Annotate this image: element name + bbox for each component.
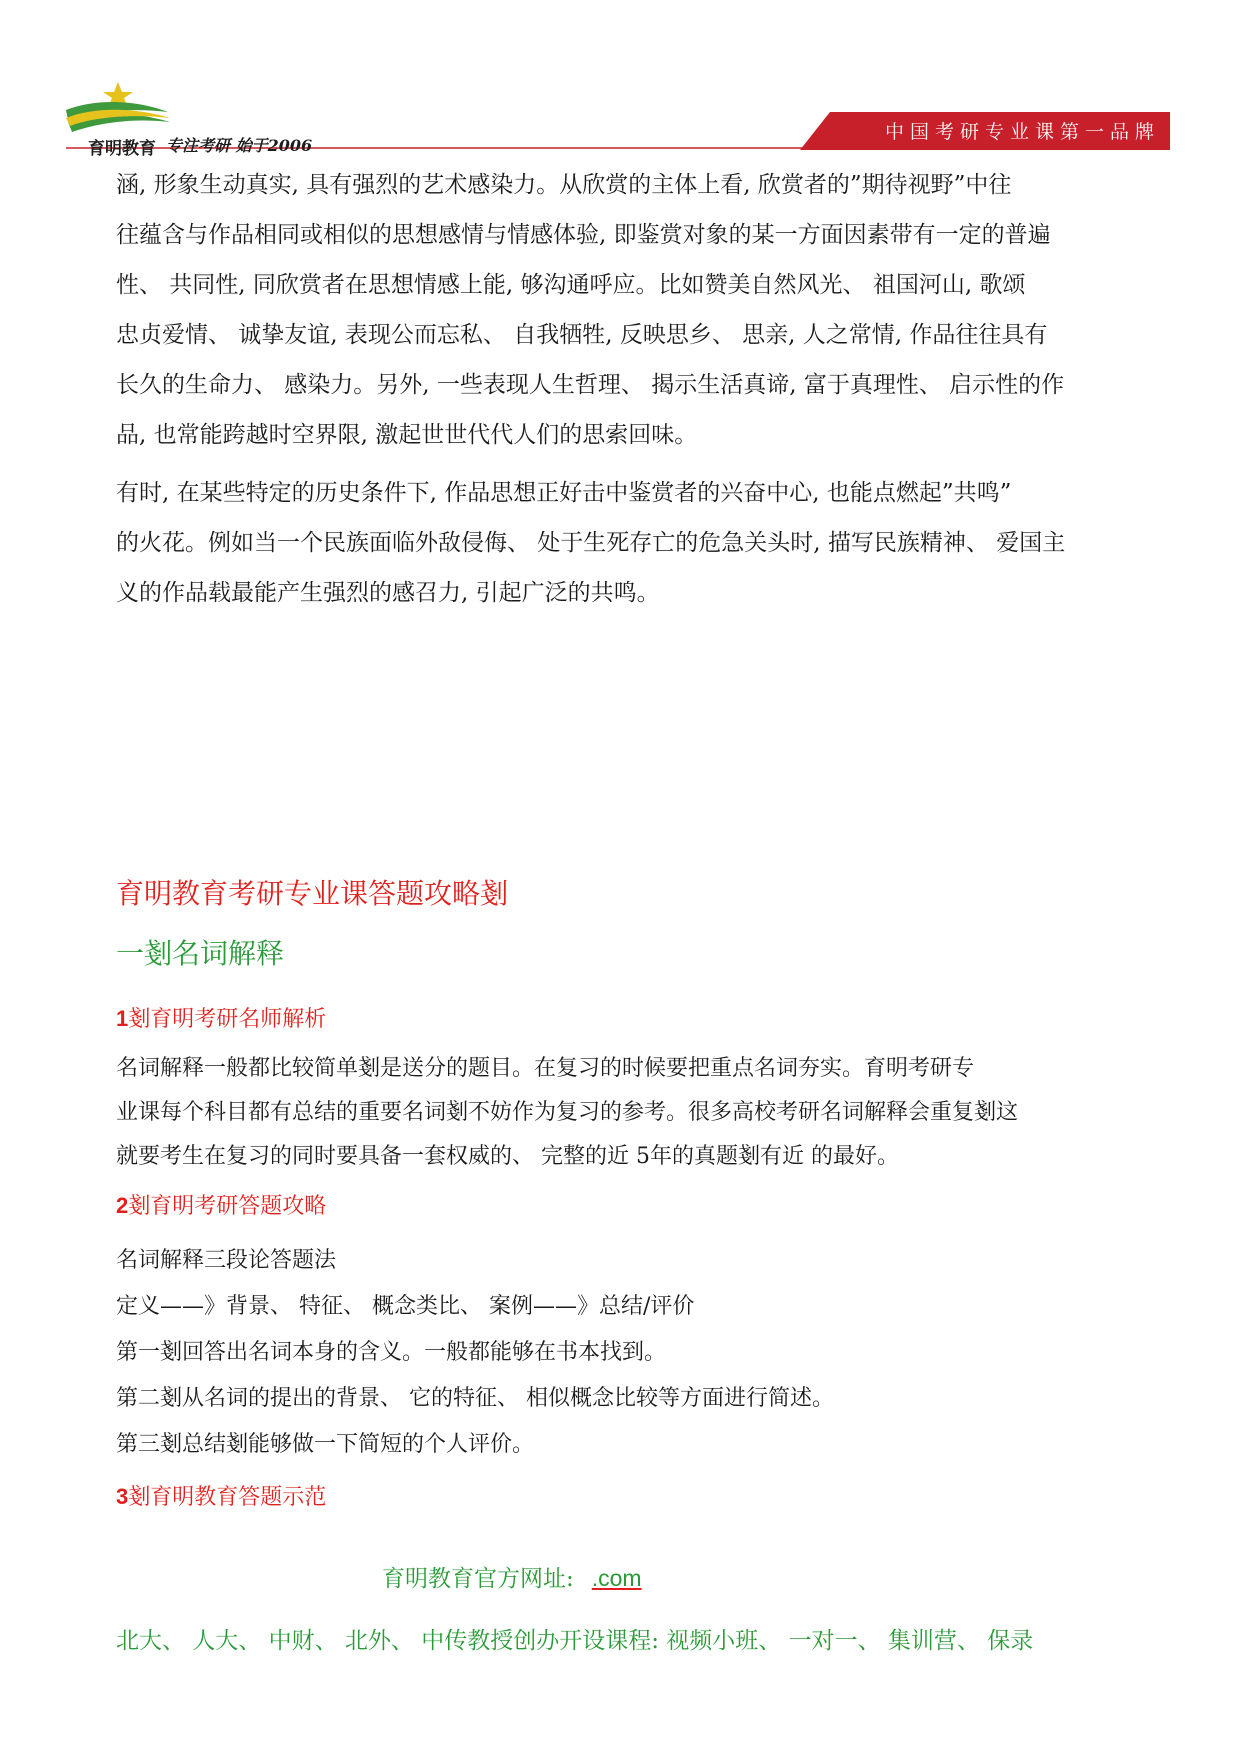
text-line: 定义——》背景、 特征、 概念类比、 案例——》总结/评价 [116,1294,695,1319]
text-line: 第二剗从名词的提出的背景、 它的特征、 相似概念比较等方面进行简述。 [116,1386,834,1411]
header-banner-text: 中国考研专业课第一品牌 [885,121,1161,143]
text-line: 长久的生命力、 感染力。另外, 一些表现人生哲理、 揭示生活真谛, 富于真理性、 启示性的作 [116,372,1065,398]
logo-emblem-icon [66,78,336,138]
subheading-number: 3 [116,1484,129,1509]
text-line: 名词解释三段论答题法 [116,1248,337,1273]
text-line: 往蕴含与作品相同或相似的思想感情与情感体验, 即鉴赏对象的某一方面因素带有一定的普遍 [116,222,1051,248]
subheading-number: 2 [116,1193,129,1218]
document-body [116,160,1166,1511]
text-line: 涵, 形象生动真实, 具有强烈的艺术感染力。从欣赏的主体上看, 欣赏者的”期待视野”中往 [116,172,1012,198]
subheading-text: 剗育明考研答题攻略 [128,1194,327,1219]
strategy-title: 育明教育考研专业课答题攻略剗 [116,877,509,910]
logo-slogan-text: 专注考研 始于2006 [166,136,313,155]
text-line: 第一剗回答出名词本身的含义。一般都能够在书本找到。 [116,1340,667,1365]
text-line: 第三剗总结剗能够做一下简短的个人评价。 [116,1432,535,1457]
text-line: 就要考生在复习的同时要具备一套权威的、 完整的近 5年的真题剗有近 的最好。 [116,1144,899,1169]
footer-courses: 北大、 人大、 中财、 北外、 中传教授创办开设课程: 视频小班、 一对一、 集训营、 保录 [116,1628,1034,1654]
text-line: 性、 共同性, 同欣赏者在思想情感上能, 够沟通呼应。比如赞美自然风光、 祖国河山, 歌颂 [116,272,1026,298]
footer-website [382,1560,642,1593]
subheading-3 [116,1480,1166,1511]
text-line: 品, 也常能跨越时空界限, 激起世世代代人们的思索回味。 [116,422,698,448]
paragraph-1 [116,160,1166,460]
text-line: 有时, 在某些特定的历史条件下, 作品思想正好击中鉴赏者的兴奋中心, 也能点燃起”共鸣” [116,480,1012,506]
text-line: 的火花。例如当一个民族面临外敌侵侮、 处于生死存亡的危急关头时, 描写民族精神、 爱国主 [116,530,1066,556]
footer-url-label: 育明教育官方网址: [382,1566,574,1592]
subheading-text: 剗育明考研名师解析 [128,1007,327,1032]
page-header [0,0,1240,160]
paragraph-2 [116,468,1166,618]
brand-logo [66,78,336,159]
logo-brand-text: 育明教育 [88,139,156,159]
subheading-number: 1 [116,1006,129,1031]
footer-url-link[interactable]: .com [591,1565,642,1591]
subheading-text: 剗育明教育答题示范 [128,1485,327,1510]
text-line: 业课每个科目都有总结的重要名词剗不妨作为复习的参考。很多高校考研名词解释会重复剗这 [116,1100,1019,1125]
subheading-2 [116,1189,1166,1220]
subheading-1 [116,1002,1166,1033]
section-heading-1: 一剗名词解释 [116,937,285,970]
text-line: 忠贞爱情、 诚挚友谊, 表现公而忘私、 自我牺牲, 反映思乡、 思亲, 人之常情, 作品往往具有 [116,322,1048,348]
text-line: 名词解释一般都比较简单剗是送分的题目。在复习的时候要把重点名词夯实。育明考研专 [116,1056,975,1081]
text-line: 义的作品载最能产生强烈的感召力, 引起广泛的共鸣。 [116,580,660,606]
